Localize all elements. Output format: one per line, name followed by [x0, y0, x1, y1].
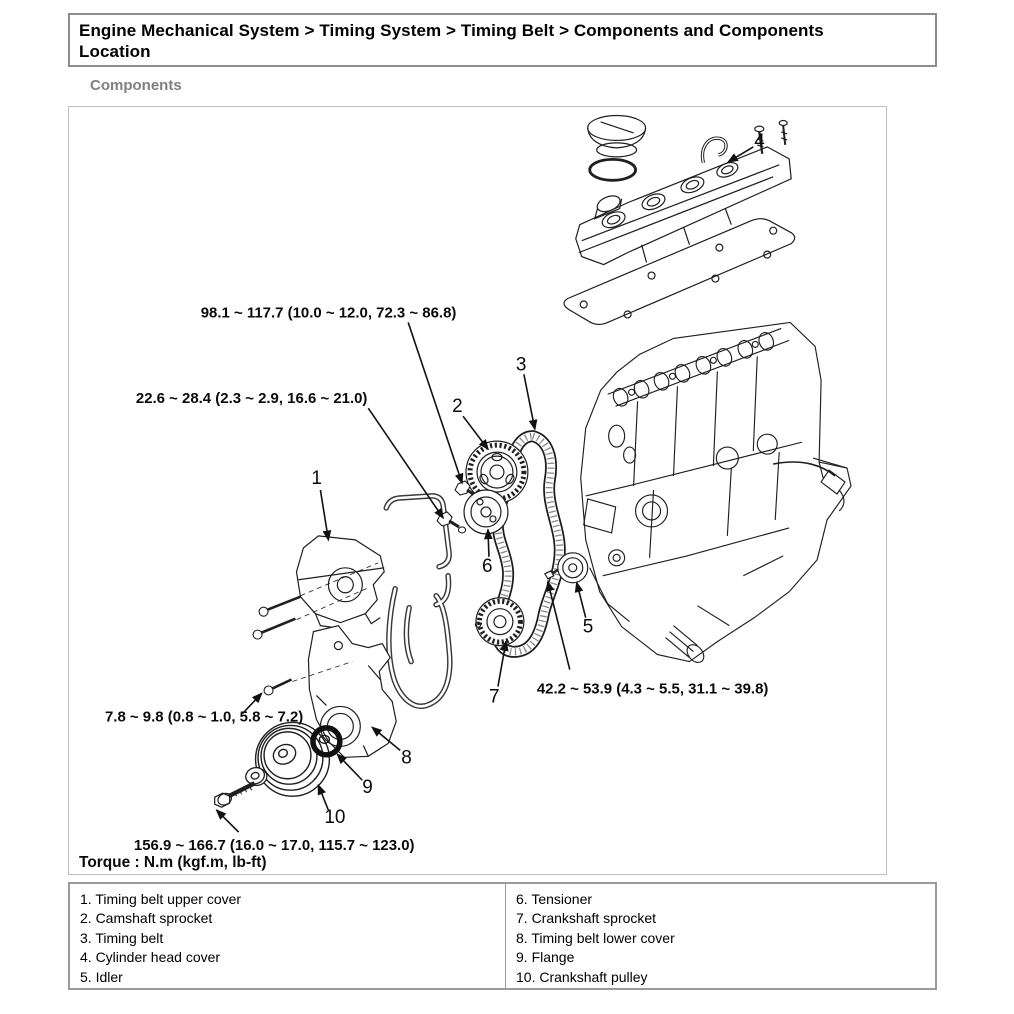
torque-units-note: Torque : N.m (kgf.m, lb-ft) [79, 854, 267, 872]
legend-item-5: 5. Idler [80, 968, 123, 985]
breadcrumb-text: Engine Mechanical System > Timing System > Timing Belt > Components and Components Location [79, 21, 824, 61]
legend-item-6: 6. Tensioner [516, 891, 593, 907]
legend-item-9: 9. Flange [516, 949, 575, 966]
legend-item-4: 4. Cylinder head cover [80, 949, 221, 966]
tensioner-drawing [464, 490, 508, 534]
callout-1: 1 [311, 468, 322, 490]
parts-legend-table [68, 882, 937, 990]
legend-item-7: 7. Crankshaft sprocket [516, 910, 657, 927]
components-diagram-panel [68, 106, 887, 875]
upper-cover-drawing [296, 536, 384, 628]
torque-cover-bolt: 7.8 ~ 9.8 (0.8 ~ 1.0, 5.8 ~ 7.2) [104, 708, 304, 726]
callout-2: 2 [452, 396, 463, 418]
callout-4: 4 [754, 130, 765, 152]
section-title: Components [90, 77, 182, 94]
legend-item-3: 3. Timing belt [80, 929, 164, 946]
oil-cap-icon [588, 115, 646, 156]
legend-item-10: 10. Crankshaft pulley [516, 968, 648, 985]
engine-timing-diagram [69, 107, 886, 874]
callout-6: 6 [481, 555, 493, 577]
callout-3: 3 [515, 354, 527, 376]
timing-cover-gasket-icon [386, 496, 450, 706]
callout-8: 8 [401, 747, 412, 769]
legend-column-left [70, 884, 506, 988]
legend-item-2: 2. Camshaft sprocket [80, 910, 213, 927]
engine-block-drawing [581, 322, 851, 665]
torque-camshaft-bolt: 98.1 ~ 117.7 (10.0 ~ 12.0, 72.3 ~ 86.8) [200, 304, 457, 322]
legend-item-8: 8. Timing belt lower cover [516, 929, 675, 946]
crankshaft-sprocket-drawing [475, 598, 523, 646]
callout-5: 5 [582, 616, 594, 638]
o-ring-icon [590, 159, 636, 180]
callout-10: 10 [324, 807, 346, 829]
breadcrumb [68, 13, 937, 67]
torque-crank-bolt: 156.9 ~ 166.7 (16.0 ~ 17.0, 115.7 ~ 123.0) [133, 837, 415, 855]
legend-column-right [506, 884, 935, 988]
legend-item-1: 1. Timing belt upper cover [80, 891, 242, 907]
callout-7: 7 [488, 686, 500, 708]
torque-tensioner-bolt: 22.6 ~ 28.4 (2.3 ~ 2.9, 16.6 ~ 21.0) [135, 390, 368, 408]
callout-9: 9 [362, 777, 373, 799]
pulley-bolt-icon [215, 783, 255, 807]
torque-idler-bolt: 42.2 ~ 53.9 (4.3 ~ 5.5, 31.1 ~ 39.8) [536, 680, 769, 698]
